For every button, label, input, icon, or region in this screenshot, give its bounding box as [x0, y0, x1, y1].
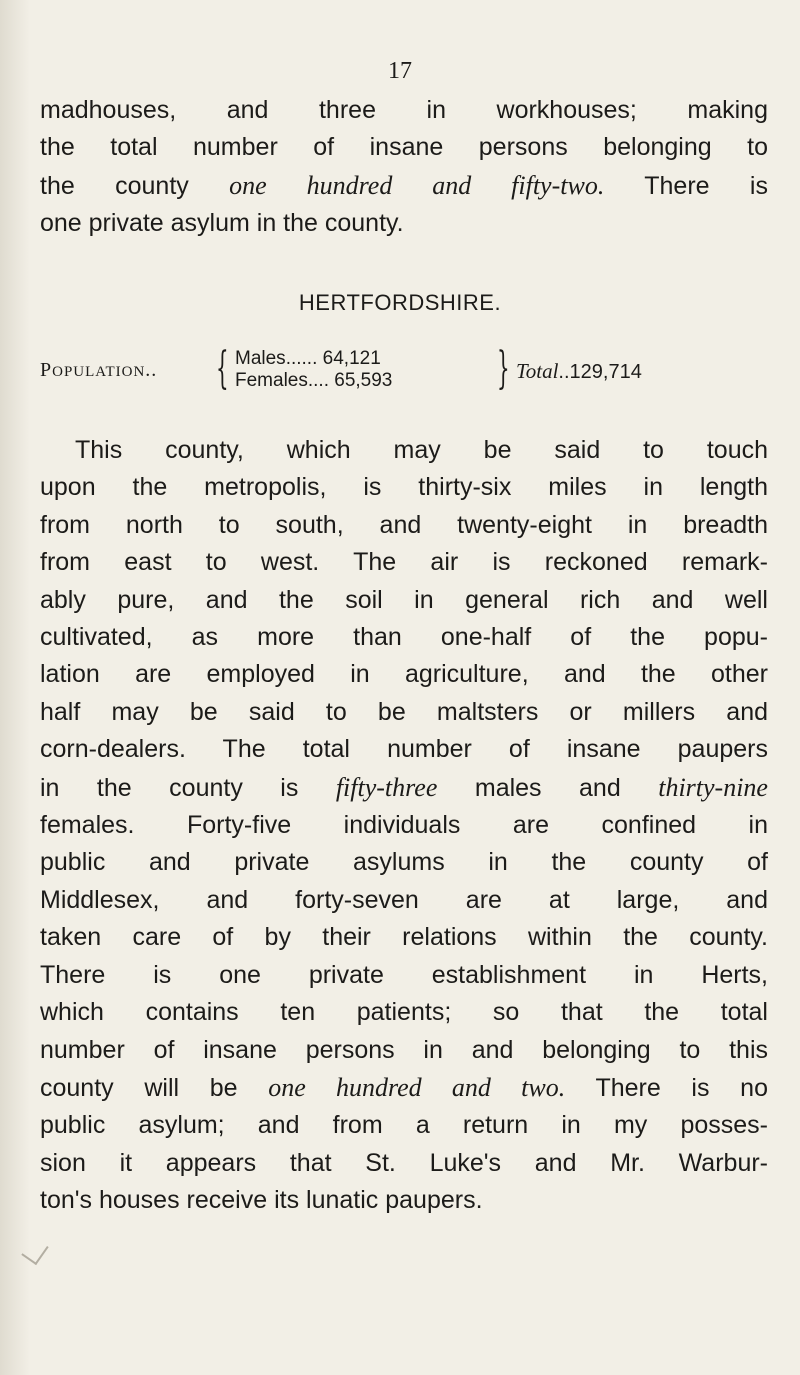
population-label: POPULATION.. — [40, 359, 158, 381]
text-line: from east to west. The air is reckoned remark- — [40, 548, 768, 577]
text-line: public asylum; and from a return in my posses- — [40, 1111, 768, 1140]
text-line: the total number of insane persons belonging to — [40, 133, 768, 162]
text-line: county will be one hundred and two. There is no — [40, 1072, 768, 1102]
females-row: Females.... 65,593 — [235, 370, 393, 391]
text-line: public and private asylums in the county of — [40, 848, 768, 877]
text-line: Middlesex, and forty-seven are at large, and — [40, 885, 768, 914]
page-number: 17 — [388, 58, 412, 84]
text-line: This county, which may be said to touch — [75, 436, 768, 464]
text-line: upon the metropolis, is thirty-six miles in length — [40, 473, 768, 502]
text-line: which contains ten patients; so that the total — [40, 998, 768, 1027]
section-heading: HERTFORDSHIRE. — [298, 290, 502, 315]
text-line: ton's houses receive its lunatic paupers. — [40, 1186, 483, 1215]
text-line: lation are employed in agriculture, and the other — [40, 660, 768, 689]
population-rows — [235, 348, 392, 392]
text-line: ably pure, and the soil in general rich and well — [40, 585, 768, 614]
population-table — [40, 343, 780, 398]
text-line: the county one hundred and fifty-two. There is — [40, 170, 768, 200]
text-line: one private asylum in the county. — [40, 209, 404, 238]
text-line: madhouses, and three in workhouses; making — [40, 96, 768, 124]
text-line: in the county is fifty-three males and thirty-nine — [40, 772, 768, 802]
text-line: from north to south, and twenty-eight in breadth — [40, 510, 768, 539]
text-line: sion it appears that St. Luke's and Mr. Warbur- — [40, 1148, 768, 1177]
paragraph-description — [40, 432, 768, 1220]
left-brace-icon: { — [216, 343, 229, 394]
males-row: Males...... 64,121 — [235, 348, 381, 369]
text-line: corn-dealers. The total number of insane paupers — [40, 735, 768, 764]
right-brace-icon: } — [497, 343, 510, 394]
text-line: There is one private establishment in Herts, — [40, 960, 768, 989]
text-line: cultivated, as more than one-half of the popu- — [40, 623, 768, 652]
text-line: females. Forty-five individuals are confined in — [40, 811, 768, 840]
paragraph-intro — [40, 92, 768, 243]
page-edge-shadow — [0, 0, 30, 1375]
population-total: Total..129,714 — [516, 359, 642, 383]
text-line: taken care of by their relations within the county. — [40, 923, 768, 952]
text-line: number of insane persons in and belonging to this — [40, 1035, 768, 1064]
text-line: half may be said to be maltsters or millers and — [40, 697, 768, 726]
